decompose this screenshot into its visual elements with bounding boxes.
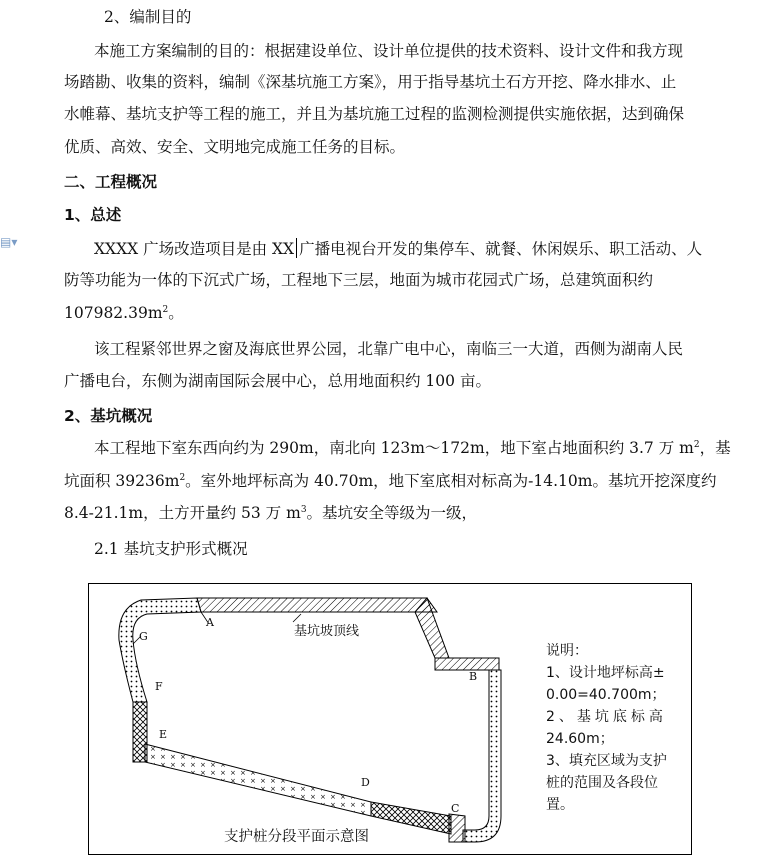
segment-label-b: B	[469, 670, 478, 683]
paragraph-line	[64, 471, 716, 491]
segment-b-notch	[435, 658, 499, 670]
segment-f-wall	[133, 702, 147, 762]
note-line: 1、设计地坪标高±	[546, 665, 665, 681]
note-line: 0.00=40.700m；	[546, 687, 666, 703]
paragraph-line: 水帷幕、基坑支护等工程的施工，并且为基坑施工过程的监测检测提供实施依据，达到确保	[64, 105, 685, 123]
text-run: 坑面积 39236m	[64, 472, 180, 490]
segment-bc-wall	[463, 670, 501, 842]
text-cursor	[296, 238, 297, 258]
paragraph-line	[94, 438, 731, 458]
section-title-purpose: 2、编制目的	[104, 8, 192, 26]
paragraph-line: 优质、高效、安全、文明地完成施工任务的目标。	[64, 138, 406, 156]
segment-label-c: C	[451, 802, 460, 815]
paragraph-line	[64, 503, 477, 523]
segment-e-wall	[145, 744, 371, 816]
chapter-title-overview: 二、工程概况	[64, 173, 158, 191]
note-line: 3、填充区域为支护	[546, 753, 667, 769]
paragraph-line: 该工程紧邻世界之窗及海底世界公园，北靠广电中心，南临三一大道，西侧为湖南人民	[94, 340, 684, 358]
superscript: 2	[693, 440, 700, 450]
text-run: 。基坑安全等级为一级，	[306, 504, 478, 522]
paragraph-line: 场踏勘、收集的资料，编制《深基坑施工方案》，用于指导基坑土石方开挖、降水排水、止	[64, 73, 677, 91]
pit-top-line-label: 基坑坡顶线	[294, 624, 360, 639]
segment-label-d: D	[361, 776, 370, 789]
segment-label-g: G	[139, 630, 148, 643]
segment-a-wall	[197, 598, 437, 612]
superscript: 3	[300, 505, 307, 515]
note-line: 桩的范围及各段位	[546, 775, 658, 791]
paragraph-line: 本施工方案编制的目的：根据建设单位、设计单位提供的技术资料、设计文件和我方现	[94, 42, 684, 60]
segment-d-wall	[371, 802, 451, 834]
paragraph-line: 广播电台，东侧为湖南国际会展中心，总用地面积约 100 亩。	[64, 372, 491, 390]
text-run: ，基	[699, 439, 731, 457]
text-run: 广播电视台开发的集停车、就餐、休闲娱乐、职工活动、人	[299, 240, 703, 258]
figure-caption: 支护桩分段平面示意图	[224, 829, 369, 845]
section-title-pit: 2、基坑概况	[64, 407, 153, 425]
superscript: 2	[162, 305, 169, 315]
segment-label-a: A	[206, 616, 214, 629]
note-title: 说明：	[546, 643, 588, 659]
text-run: XXXX 广场改造项目是由 XX	[94, 240, 295, 258]
subsection-title-support: 2.1 基坑支护形式概况	[94, 540, 248, 558]
paragraph-line: 防等功能为一体的下沉式广场，工程地下三层，地面为城市花园式广场，总建筑面积约	[64, 271, 654, 289]
paragraph-line	[64, 303, 184, 323]
note-line: 24.60m；	[546, 731, 614, 747]
text-run: 。室外地坪标高为 40.70m，地下室底相对标高为-14.10m。基坑开挖深度约	[185, 472, 717, 490]
note-line: 2、基坑底标高	[546, 709, 667, 725]
text-run: 8.4-21.1m，土方开量约 53 万 m	[64, 504, 301, 522]
section-title-general: 1、总述	[64, 206, 122, 224]
paragraph-line	[94, 238, 702, 259]
document-margin-icon[interactable]: ▤▾	[0, 235, 18, 249]
note-line: 置。	[546, 797, 574, 813]
superscript: 2	[179, 473, 186, 483]
text-run: 本工程地下室东西向约为 290m，南北向 123m～172m，地下室占地面积约 3.7 万 m	[94, 439, 694, 457]
segment-label-f: F	[155, 680, 163, 693]
segment-label-e: E	[159, 728, 168, 741]
text-run: 。	[168, 304, 184, 322]
text-run: 107982.39m	[64, 304, 163, 322]
